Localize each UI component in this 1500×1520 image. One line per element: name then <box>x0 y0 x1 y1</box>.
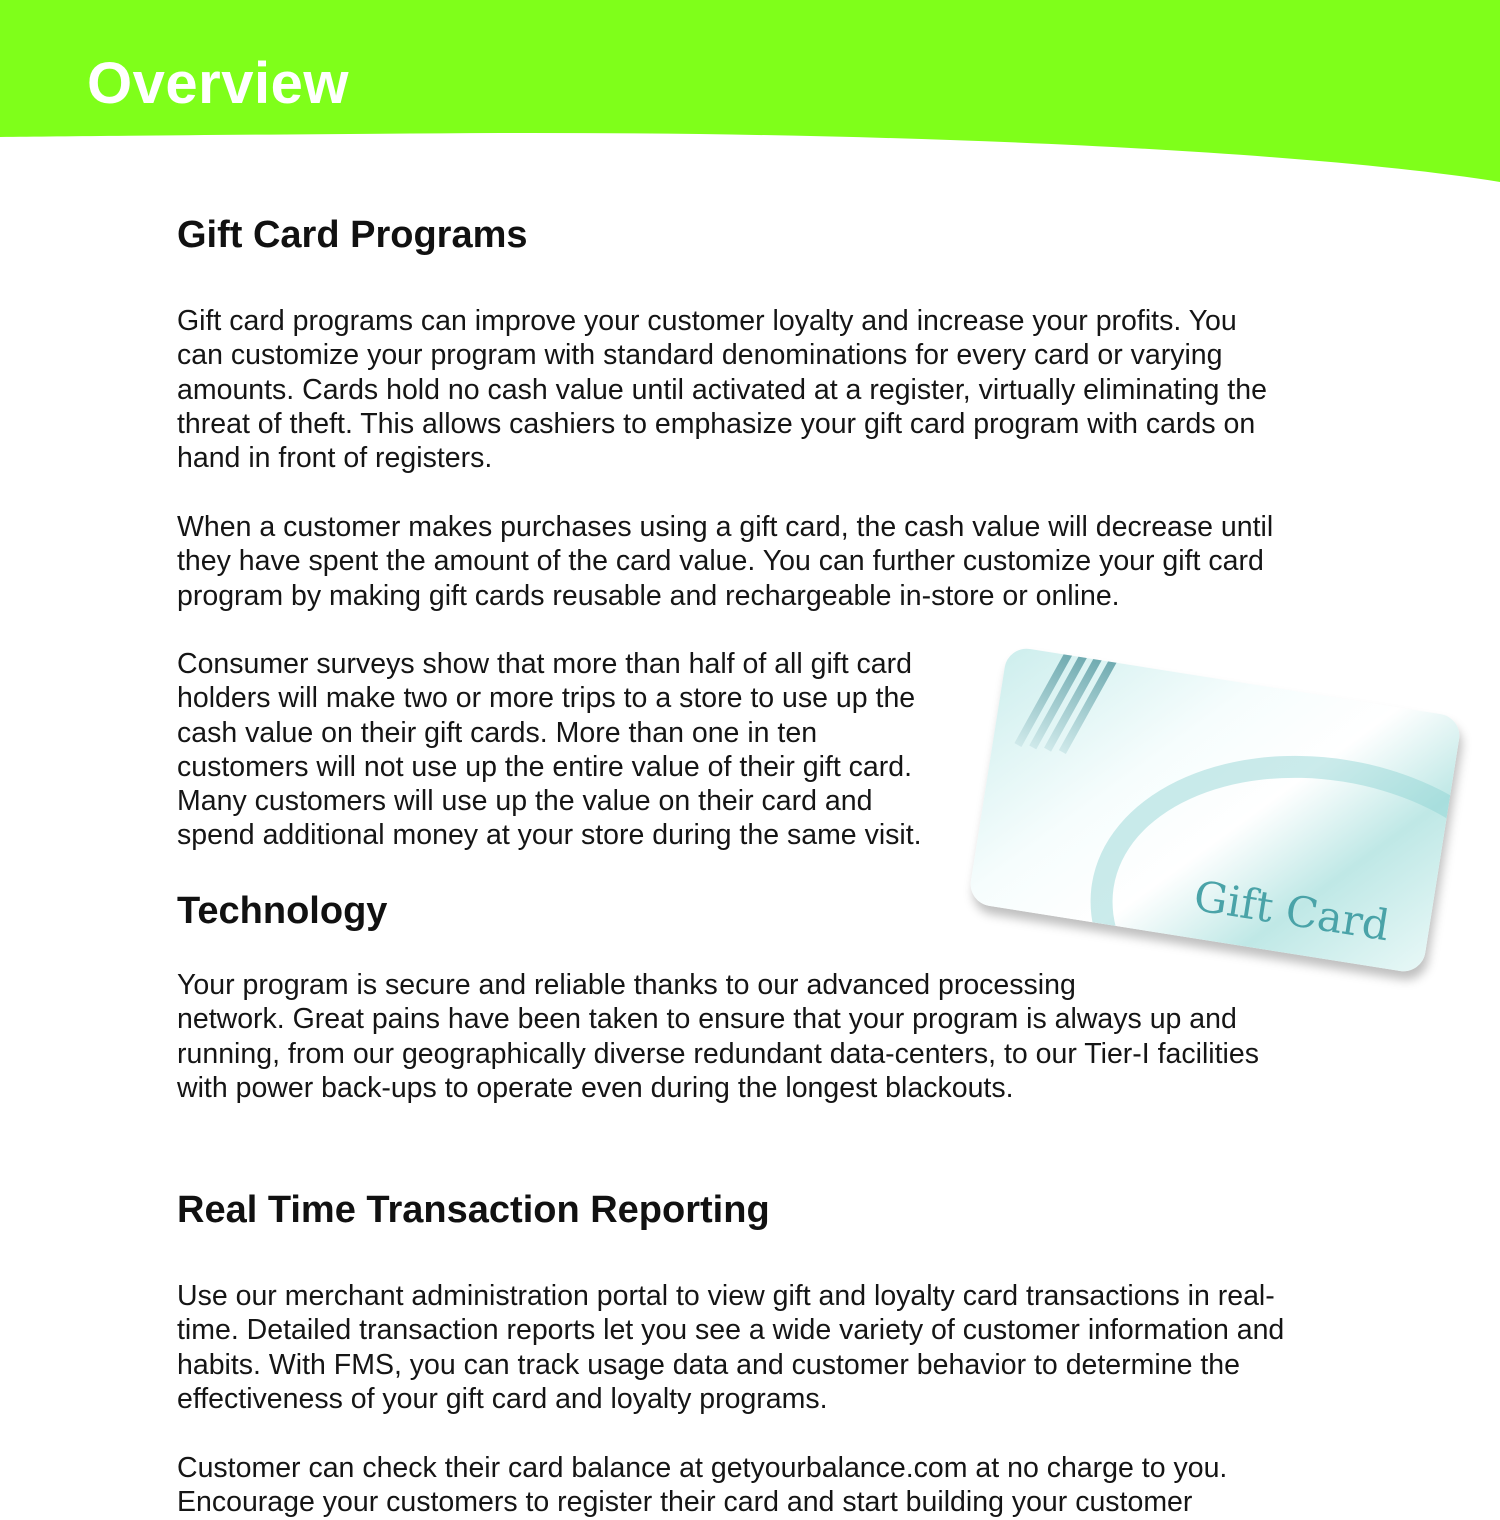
page-title: Overview <box>87 51 349 116</box>
text-line: Customer can check their card balance at getyourbalance.com at no charge to you. <box>177 1452 1228 1484</box>
text-line: customers will not use up the entire value of their gift card. <box>177 750 913 783</box>
paragraph <box>177 1279 1284 1416</box>
text-line: program by making gift cards reusable and rechargeable in-store or online. <box>177 579 1120 612</box>
text-line: When a customer makes purchases using a gift card, the cash value will decrease until <box>177 511 1274 543</box>
text-line: network. Great pains have been taken to ensure that your program is always up and <box>177 1003 1237 1036</box>
paragraph <box>177 968 1259 1105</box>
text-line: time. Detailed transaction reports let you see a wide variety of customer information and <box>177 1314 1285 1347</box>
text-line: Your program is secure and reliable thanks to our advanced processing <box>177 969 1076 1001</box>
text-line: spend additional money at your store during the same visit. <box>177 819 922 852</box>
text-line: hand in front of registers. <box>177 442 493 475</box>
paragraph <box>177 1451 1227 1520</box>
heading-technology: Technology <box>177 890 388 932</box>
text-line: amounts. Cards hold no cash value until activated at a register, virtually eliminating the <box>177 373 1267 406</box>
paragraph <box>177 510 1273 613</box>
text-line: effectiveness of your gift card and loyalty programs. <box>177 1382 828 1415</box>
text-line: habits. With FMS, you can track usage data and customer behavior to determine the <box>177 1348 1240 1381</box>
paragraph <box>177 304 1267 475</box>
text-line: Many customers will use up the value on their card and <box>177 785 873 818</box>
plate-graphic <box>1067 724 1463 975</box>
text-line: with power back-ups to operate even during the longest blackouts. <box>177 1071 1014 1104</box>
text-line: can customize your program with standard denominations for every card or varying <box>177 339 1223 372</box>
text-line: holders will make two or more trips to a store to use up the <box>177 682 916 715</box>
text-line: Encourage your customers to register their card and start building your customer <box>177 1486 1193 1519</box>
gift-card-image <box>967 646 1462 975</box>
text-line: they have spent the amount of the card value. You can further customize your gift card <box>177 545 1264 578</box>
text-line: cash value on their gift cards. More than one in ten <box>177 716 818 749</box>
text-line: threat of theft. This allows cashiers to emphasize your gift card program with cards on <box>177 407 1256 440</box>
paragraph <box>177 647 922 853</box>
heading-real-time-reporting: Real Time Transaction Reporting <box>177 1189 770 1231</box>
text-line: Consumer surveys show that more than half of all gift card <box>177 648 913 680</box>
card-label: Gift Card <box>1190 871 1393 951</box>
text-line: Use our merchant administration portal to view gift and loyalty card transactions in real- <box>177 1280 1275 1312</box>
heading-gift-card-programs: Gift Card Programs <box>177 214 528 256</box>
text-line: running, from our geographically diverse redundant data-centers, to our Tier-I facilities <box>177 1037 1259 1070</box>
text-line: Gift card programs can improve your customer loyalty and increase your profits. You <box>177 305 1237 337</box>
